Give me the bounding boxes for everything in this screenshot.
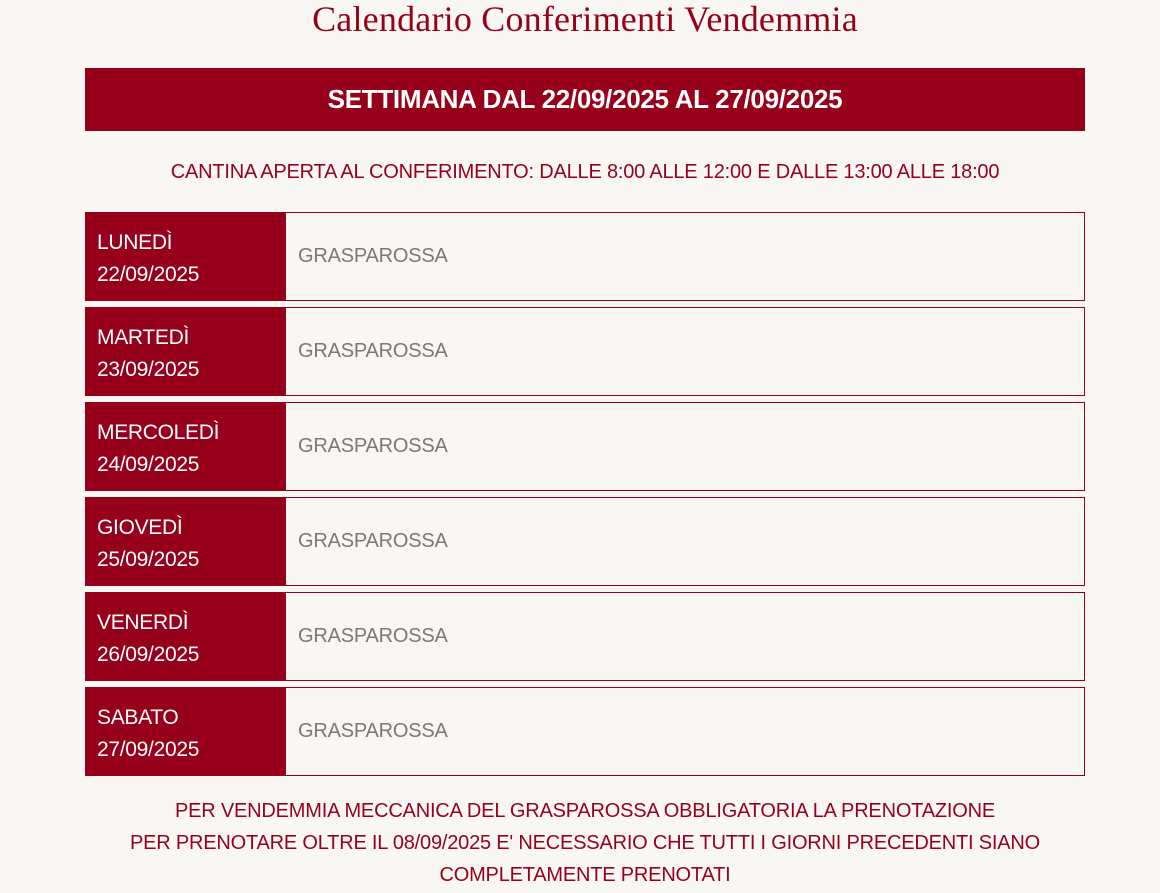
day-label: [85, 212, 286, 301]
booking-notes: [85, 795, 1085, 891]
day-label: [85, 497, 286, 586]
day-name: LUNEDÌ: [97, 231, 173, 254]
day-row-friday: [85, 592, 1085, 681]
day-date: 25/09/2025: [97, 548, 200, 571]
day-row-tuesday: [85, 307, 1085, 396]
day-row-monday: [85, 212, 1085, 301]
days-schedule: [85, 212, 1085, 782]
day-row-wednesday: [85, 402, 1085, 491]
opening-hours-notice: CANTINA APERTA AL CONFERIMENTO: DALLE 8:00 ALLE 12:00 E DALLE 13:00 ALLE 18:00: [170, 161, 1000, 183]
day-date: 26/09/2025: [97, 643, 200, 666]
day-label: [85, 307, 286, 396]
day-name: GIOVEDÌ: [97, 516, 183, 539]
week-banner: SETTIMANA DAL 22/09/2025 AL 27/09/2025: [85, 68, 1085, 131]
day-label: [85, 687, 286, 776]
day-variety: GRASPAROSSA: [286, 212, 1085, 301]
booking-note-line: PER VENDEMMIA MECCANICA DEL GRASPAROSSA OBBLIGATORIA LA PRENOTAZIONE: [175, 800, 995, 822]
day-variety: GRASPAROSSA: [286, 592, 1085, 681]
booking-note-line: PER PRENOTARE OLTRE IL 08/09/2025 E' NECESSARIO CHE TUTTI I GIORNI PRECEDENTI SIANO: [129, 832, 1041, 854]
day-variety: GRASPAROSSA: [286, 687, 1085, 776]
day-label: [85, 592, 286, 681]
day-name: MARTEDÌ: [97, 326, 190, 349]
booking-note-line: COMPLETAMENTE PRENOTATI: [439, 864, 731, 886]
day-date: 24/09/2025: [97, 453, 200, 476]
day-date: 23/09/2025: [97, 358, 200, 381]
day-date: 27/09/2025: [97, 738, 200, 761]
day-variety: GRASPAROSSA: [286, 497, 1085, 586]
day-row-thursday: [85, 497, 1085, 586]
day-variety: GRASPAROSSA: [286, 307, 1085, 396]
day-variety: GRASPAROSSA: [286, 402, 1085, 491]
day-row-saturday: [85, 687, 1085, 776]
page-title: Calendario Conferimenti Vendemmia: [312, 0, 858, 39]
day-name: SABATO: [97, 706, 179, 729]
day-label: [85, 402, 286, 491]
day-date: 22/09/2025: [97, 263, 200, 286]
day-name: MERCOLEDÌ: [97, 421, 220, 444]
day-name: VENERDÌ: [97, 611, 189, 634]
